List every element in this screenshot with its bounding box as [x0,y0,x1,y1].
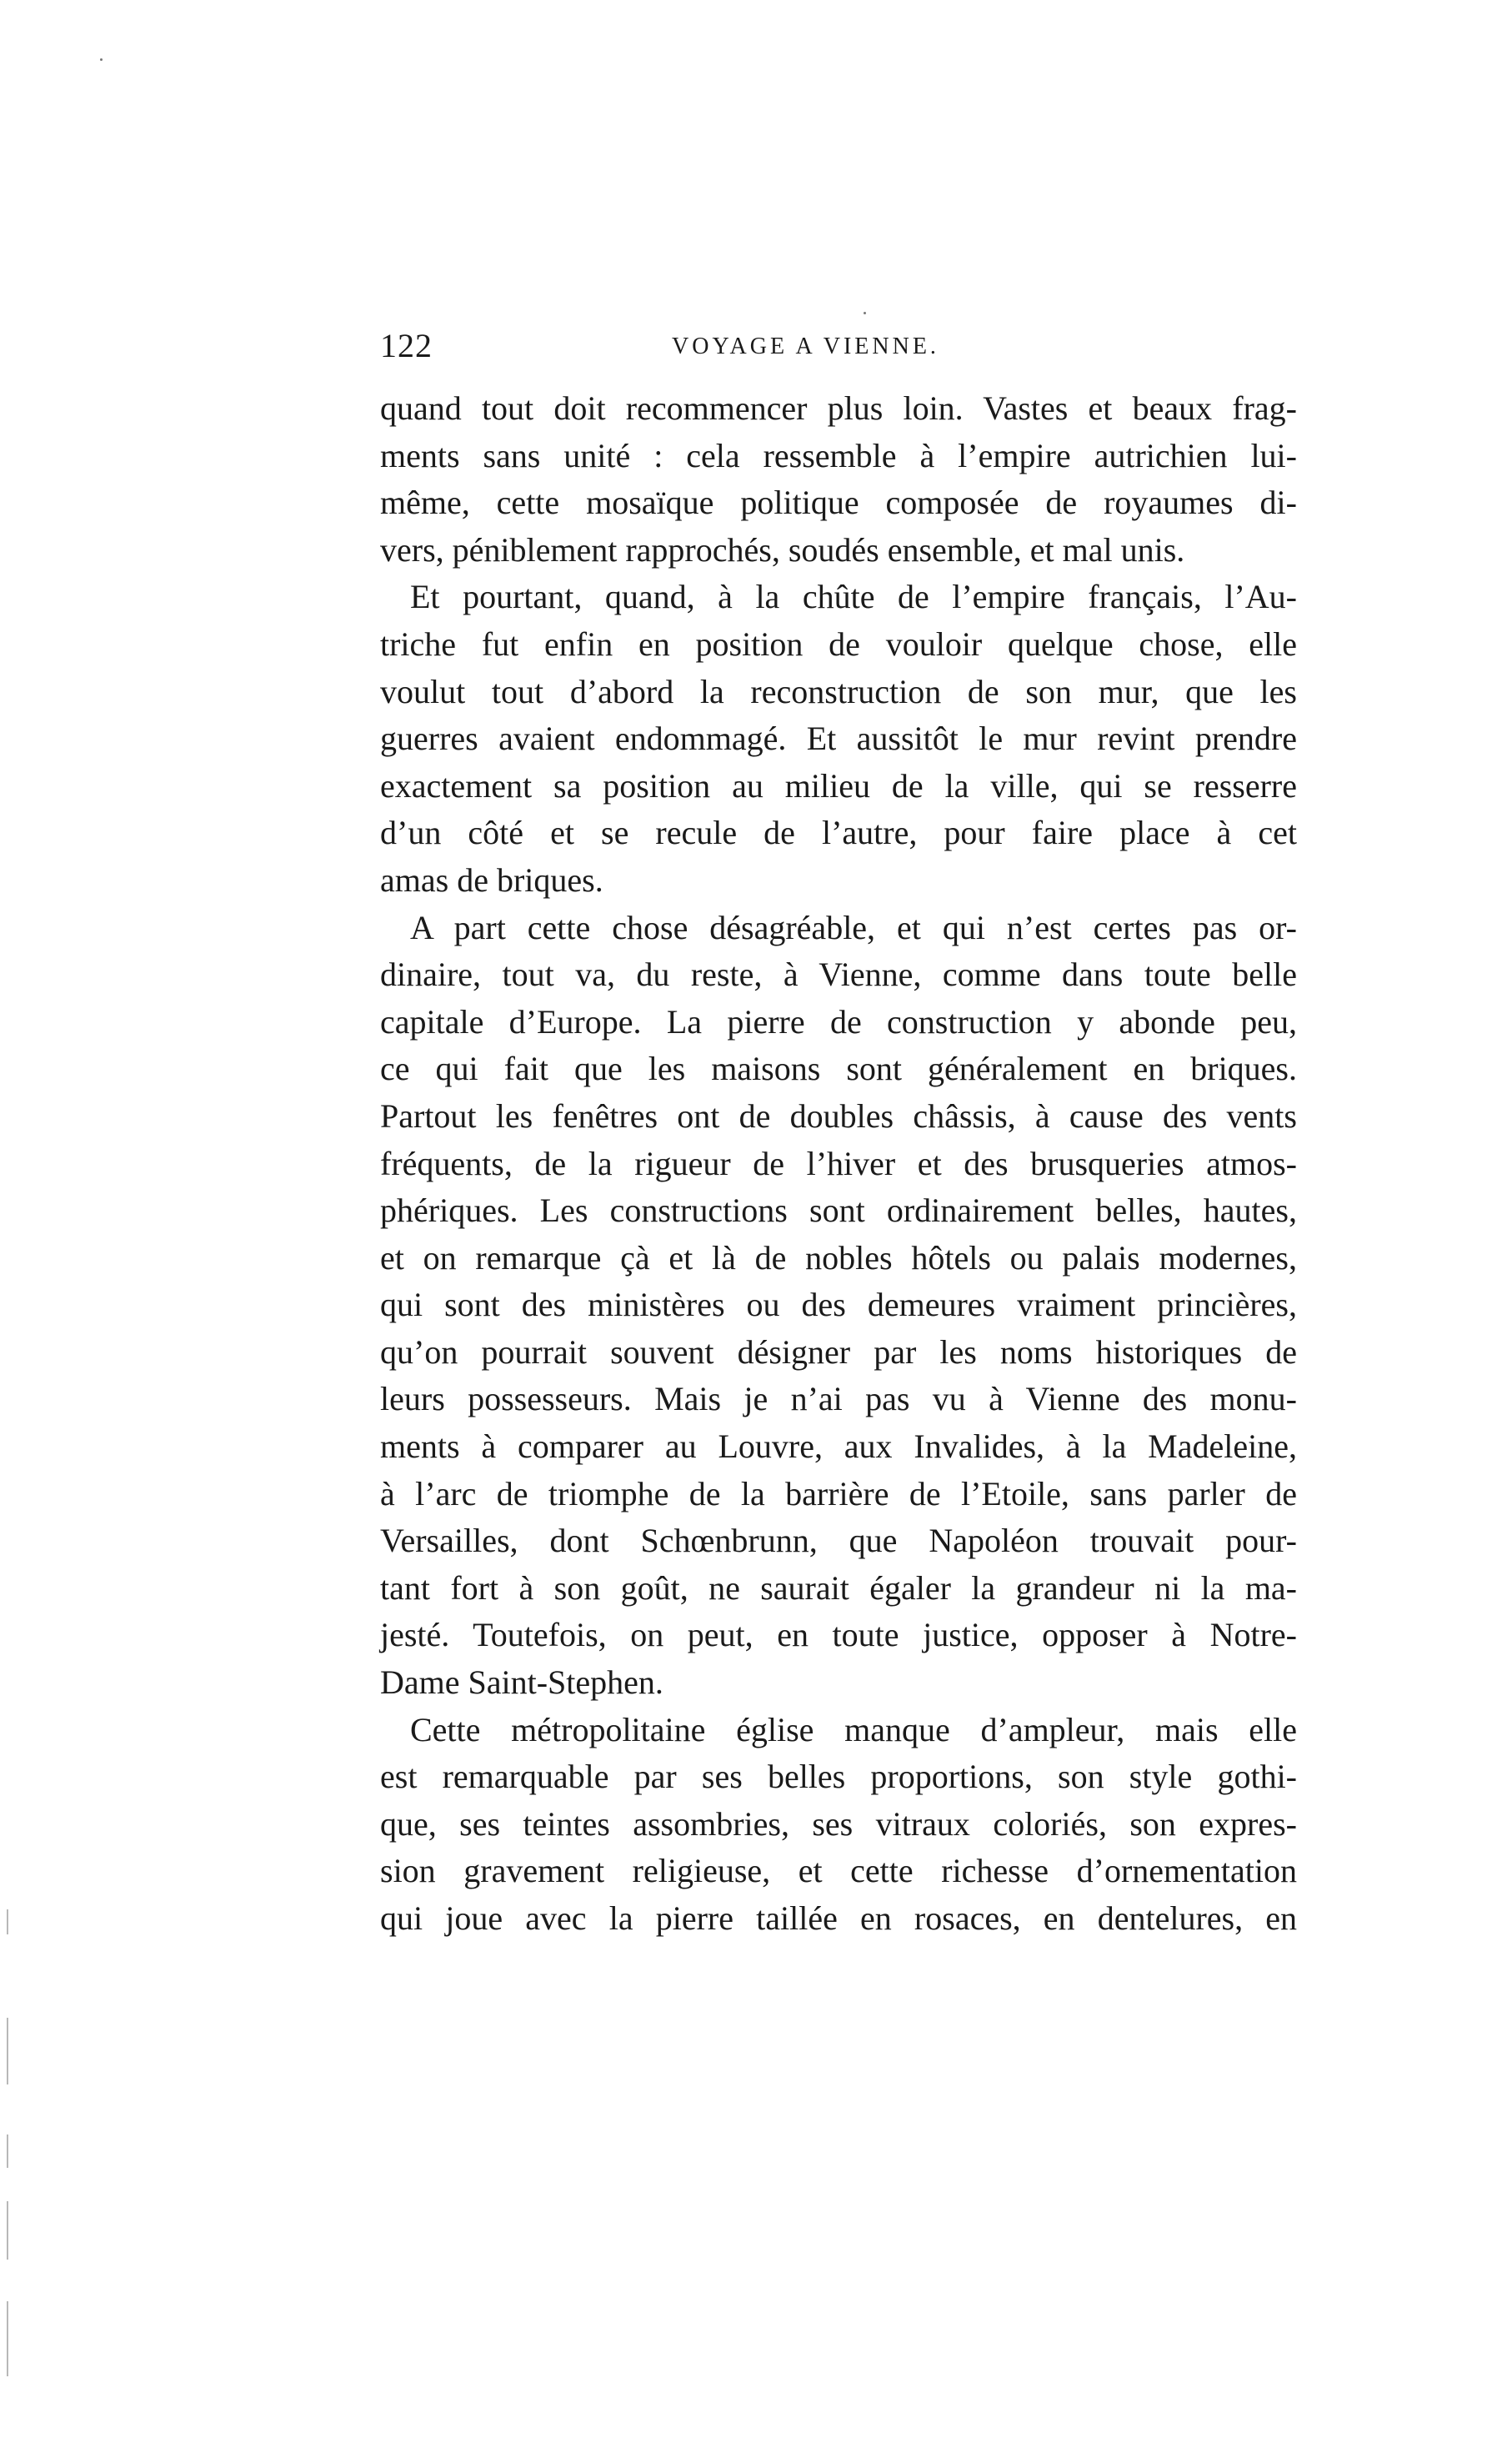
scan-margin-mark [7,1909,8,1934]
text-line: d’un côté et se recule de l’autre, pour faire place à cet [380,814,1297,852]
body-text [380,385,1297,1943]
text-line: qui joue avec la pierre taillée en rosaces, en dentelures, en [380,1899,1297,1937]
text-line: tant fort à son goût, ne saurait égaler la grandeur ni la ma- [380,1568,1297,1607]
text-line: dinaire, tout va, du reste, à Vienne, comme dans toute belle [380,956,1297,994]
text-line: Versailles, dont Schœnbrunn, que Napoléon trouvait pour- [380,1522,1297,1560]
text-line: et on remarque çà et là de nobles hôtels ou palais modernes, [380,1238,1297,1277]
scan-margin-mark [7,2301,8,2376]
text-line: qu’on pourrait souvent désigner par les noms historiques de [380,1332,1297,1371]
text-line: ments sans unité : cela ressemble à l’empire autrichien lui- [380,436,1297,474]
text-line: Et pourtant, quand, à la chûte de l’empire français, l’Au- [410,578,1297,616]
page-header [380,325,1297,375]
scan-speck [864,312,866,314]
text-line: jesté. Toutefois, on peut, en toute justice, opposer à Notre- [380,1616,1297,1654]
text-line: guerres avaient endommagé. Et aussitôt le mur revint prendre [380,720,1297,758]
text-line: A part cette chose désagréable, et qui n’est certes pas or- [410,908,1297,946]
text-line: qui sont des ministères ou des demeures vraiment princières, [380,1286,1297,1324]
text-line: ments à comparer au Louvre, aux Invalides, à la Madeleine, [380,1427,1297,1466]
text-line: quand tout doit recommencer plus loin. Vastes et beaux frag- [380,389,1297,427]
page-number: 122 [380,327,433,364]
scan-margin-mark [7,2134,8,2168]
text-line: capitale d’Europe. La pierre de construction y abonde peu, [380,1002,1297,1041]
text-line: exactement sa position au milieu de la ville, qui se resserre [380,766,1297,805]
scan-speck [100,58,103,61]
text-line: leurs possesseurs. Mais je n’ai pas vu à Vienne des monu- [380,1380,1297,1418]
running-title: VOYAGE A VIENNE. [672,334,939,359]
text-line: même, cette mosaïque politique composée de royaumes di- [380,484,1297,522]
text-line: phériques. Les constructions sont ordinairement belles, hautes, [380,1191,1297,1230]
text-line: Cette métropolitaine église manque d’ampleur, mais elle [410,1710,1297,1748]
text-line: fréquents, de la rigueur de l’hiver et des brusqueries atmos- [380,1144,1297,1182]
text-line: amas de briques. [380,860,603,899]
text-line: voulut tout d’abord la reconstruction de son mur, que les [380,672,1297,710]
scan-margin-mark [7,2201,8,2260]
text-line: que, ses teintes assombries, ses vitraux coloriés, son expres- [380,1804,1297,1843]
text-line: vers, péniblement rapprochés, soudés ensemble, et mal unis. [380,530,1185,569]
text-line: Dame Saint-Stephen. [380,1663,663,1702]
text-line: sion gravement religieuse, et cette richesse d’ornementation [380,1852,1297,1890]
text-line: triche fut enfin en position de vouloir quelque chose, elle [380,625,1297,663]
text-line: est remarquable par ses belles proportions, son style gothi- [380,1758,1297,1796]
text-line: à l’arc de triomphe de la barrière de l’Etoile, sans parler de [380,1474,1297,1512]
text-line: ce qui fait que les maisons sont généralement en briques. [380,1050,1297,1088]
scan-margin-mark [7,2018,8,2084]
text-line: Partout les fenêtres ont de doubles châssis, à cause des vents [380,1096,1297,1135]
